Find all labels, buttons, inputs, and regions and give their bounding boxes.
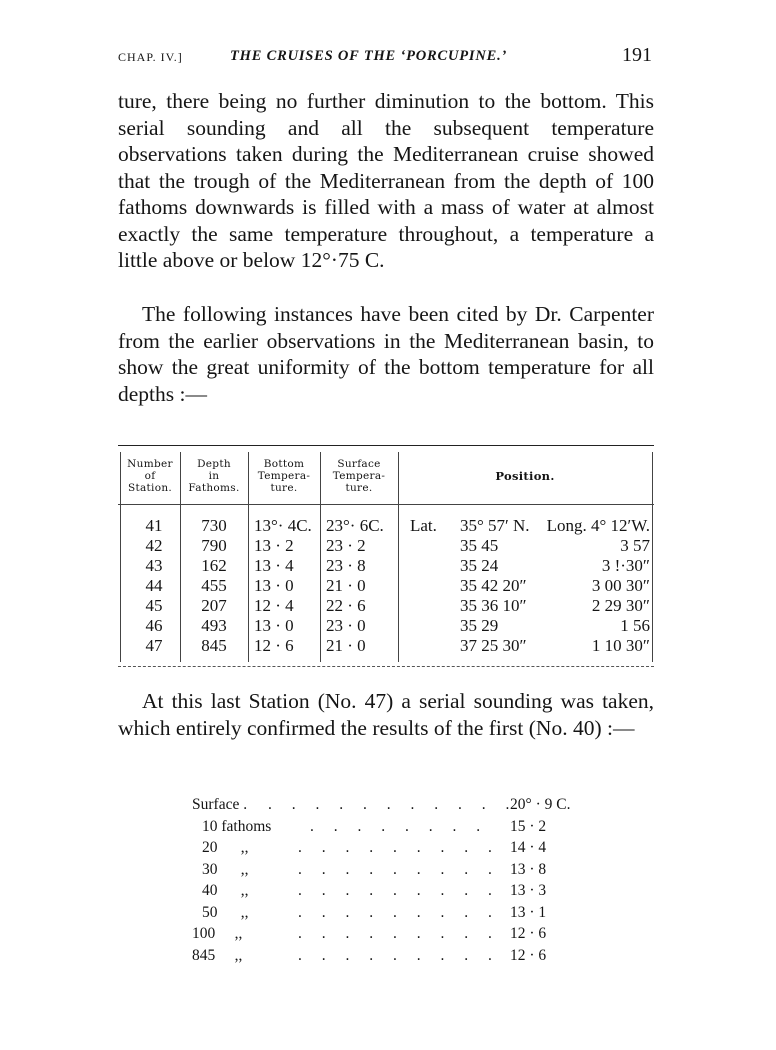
- dot-leader: . . . . . . . . .: [298, 839, 500, 856]
- running-header: [118, 44, 656, 72]
- longitude: 3 00 30″: [591, 576, 650, 595]
- depth-fathoms: 162: [201, 556, 227, 575]
- surface-temperature: 23 · 2: [326, 536, 366, 555]
- list-item: [192, 818, 572, 840]
- dot-leader: . . . . . . . . . . .: [268, 796, 518, 813]
- dot-leader: . . . . . . . . .: [298, 860, 500, 878]
- dot-leader: . . . . . . . . .: [298, 903, 500, 921]
- dot-leader: . . . . . . . .: [310, 817, 489, 835]
- sounding-temperature: 13 · 3: [510, 882, 547, 899]
- depth-fathoms: 845: [201, 636, 227, 655]
- station-number: 44: [145, 576, 163, 595]
- dot-leader: . . . . . . . . .: [298, 882, 500, 899]
- sounding-temperature: 15 · 2: [510, 817, 547, 835]
- paragraph-1: ture, there being no further diminution to the bottom. This serial sounding and all the subsequent temperature observations taken during the Mediterranean cruise showed that the trough of the Mediterranean from the depth of 100 fathoms downwards is filled with a mass of water at almost exactly the same temperature throughout, a temperature a little above or below 12°·75 C.: [118, 89, 654, 272]
- header-depth: Depth in Fathoms.: [188, 458, 240, 494]
- bottom-temperature: 13°· 4C.: [254, 516, 312, 535]
- sounding-temperature: 14 · 4: [510, 839, 547, 856]
- station-number: 46: [145, 616, 163, 635]
- table-row: [118, 536, 654, 555]
- table-row: [118, 636, 654, 655]
- bottom-temperature: 13 · 2: [254, 536, 294, 555]
- longitude: 2 29 30″: [591, 596, 650, 615]
- chapter-label: CHAP. IV.]: [118, 50, 183, 64]
- surface-temperature: 21 · 0: [326, 576, 366, 595]
- list-item: [192, 796, 572, 818]
- page-number: 191: [622, 44, 652, 66]
- bottom-temperature: 13 · 0: [254, 616, 294, 635]
- sounding-depth: 50 ,,: [202, 903, 249, 921]
- surface-temperature: 23°· 6C.: [326, 516, 384, 535]
- longitude: 1 56: [620, 616, 650, 635]
- surface-temperature: 23 · 0: [326, 616, 366, 635]
- table-row: [118, 516, 654, 535]
- sounding-temperature: 13 · 1: [510, 903, 547, 921]
- surface-temperature: 21 · 0: [326, 636, 366, 655]
- header-station: Number of Station.: [127, 458, 173, 494]
- sounding-temperature: 13 · 8: [510, 860, 547, 878]
- bottom-temperature: 13 · 4: [254, 556, 294, 575]
- bottom-temperature: 12 · 4: [254, 596, 294, 615]
- sounding-depth: 40 ,,: [202, 882, 249, 899]
- surface-temperature: 22 · 6: [326, 596, 366, 615]
- latitude: 37 25 30″: [460, 636, 527, 655]
- table-row: [118, 596, 654, 615]
- header-position: Position.: [495, 469, 555, 483]
- running-title: THE CRUISES OF THE ‘PORCUPINE.’: [230, 48, 508, 64]
- bottom-temperature: 12 · 6: [254, 636, 294, 655]
- list-item: [192, 839, 572, 861]
- sounding-temperature: 12 · 6: [510, 925, 547, 942]
- longitude: Long. 4° 12′W.: [546, 516, 650, 535]
- station-number: 43: [145, 556, 163, 575]
- station-number: 45: [145, 596, 163, 615]
- dot-leader: . . . . . . . . .: [298, 946, 500, 964]
- list-item: [192, 904, 572, 926]
- sounding-temperature: 20° · 9 C.: [510, 796, 571, 813]
- bottom-temperature: 13 · 0: [254, 576, 294, 595]
- table-row: [118, 616, 654, 635]
- list-item: [192, 925, 572, 947]
- latitude: 35 29: [460, 616, 499, 635]
- latitude: 35 45: [460, 536, 499, 555]
- header-surface-temperature: Surface Tempera- ture.: [332, 458, 386, 494]
- latitude: Lat. 35° 57′ N.: [410, 516, 530, 535]
- list-item: [192, 947, 572, 969]
- list-item: [192, 861, 572, 883]
- header-bottom-temperature: Bottom Tempera- ture.: [257, 458, 311, 494]
- paragraph-3: At this last Station (No. 47) a serial sounding was taken, which entirely confirmed the results of the first (No. 40) :—: [118, 689, 654, 740]
- sounding-depth: 30 ,,: [202, 860, 249, 878]
- latitude: 35 36 10″: [460, 596, 527, 615]
- depth-fathoms: 730: [201, 516, 227, 535]
- longitude: 1 10 30″: [591, 636, 650, 655]
- table-row: [118, 576, 654, 595]
- sounding-depth: 10 fathoms: [202, 817, 272, 835]
- sounding-depth: Surface .: [192, 796, 248, 813]
- sounding-depth: 845 ,,: [192, 946, 243, 964]
- longitude: 3 57: [620, 536, 650, 555]
- station-number: 41: [145, 516, 163, 535]
- temperature-table: [118, 445, 654, 667]
- depth-fathoms: 493: [201, 616, 227, 635]
- serial-sounding-list: [192, 796, 572, 968]
- station-number: 47: [145, 636, 163, 655]
- dot-leader: . . . . . . . . .: [298, 925, 500, 942]
- sounding-depth: 20 ,,: [202, 839, 249, 856]
- sounding-depth: 100 ,,: [192, 925, 243, 942]
- depth-fathoms: 455: [201, 576, 227, 595]
- surface-temperature: 23 · 8: [326, 556, 366, 575]
- paragraph-2: The following instances have been cited by Dr. Carpenter from the earlier observations in the Mediterranean basin, to show the great uniformity of the bottom temperature for all depths :—: [118, 302, 654, 406]
- sounding-temperature: 12 · 6: [510, 946, 547, 964]
- depth-fathoms: 790: [201, 536, 227, 555]
- latitude: 35 42 20″: [460, 576, 527, 595]
- station-number: 42: [145, 536, 163, 555]
- list-item: [192, 882, 572, 904]
- latitude: 35 24: [460, 556, 499, 575]
- table-row: [118, 556, 654, 575]
- header-rule: [118, 504, 654, 505]
- depth-fathoms: 207: [201, 596, 227, 615]
- longitude: 3 !·30″: [601, 556, 650, 575]
